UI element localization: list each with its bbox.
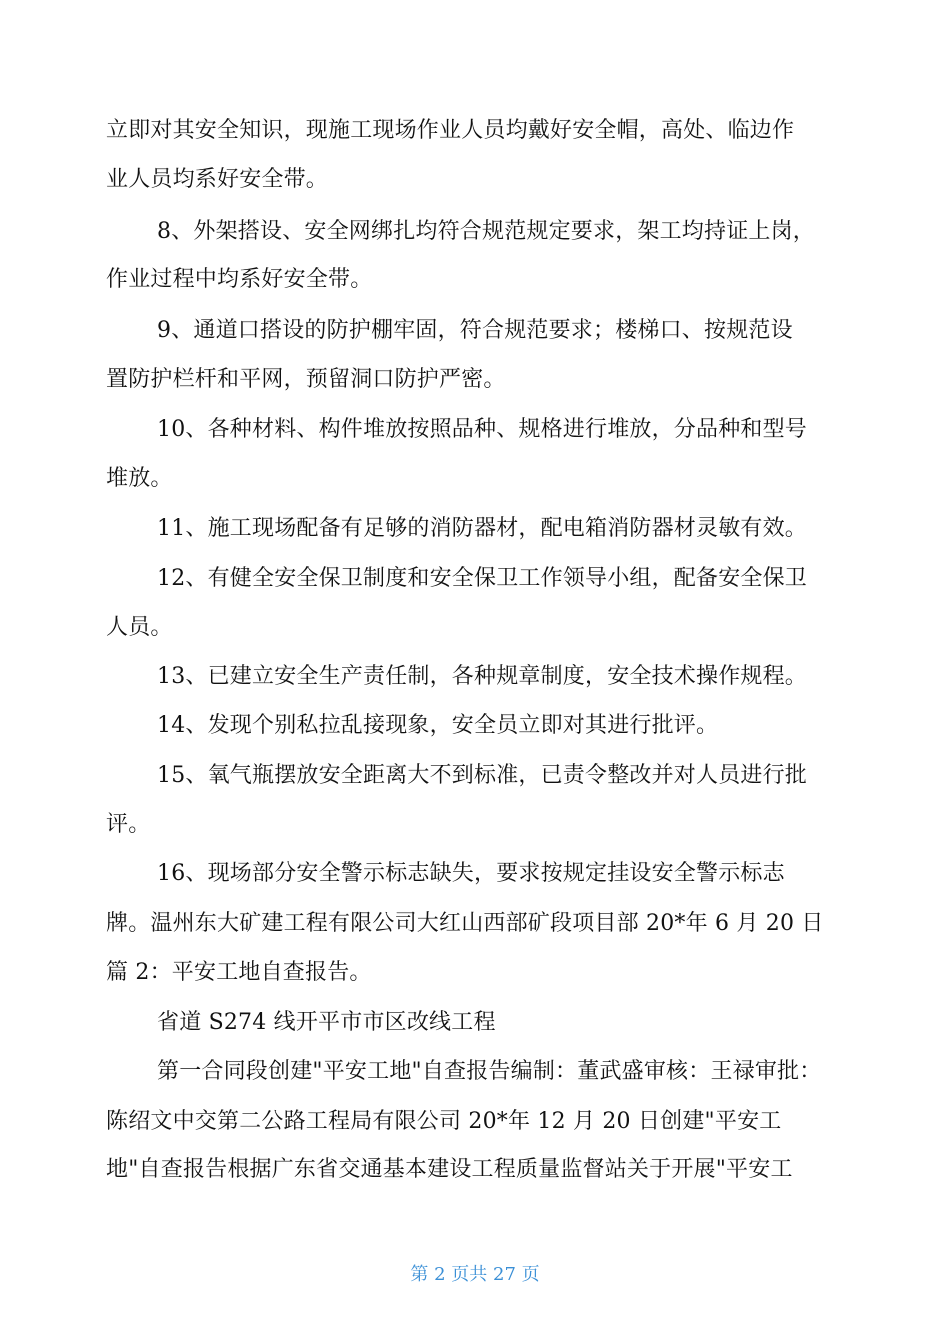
text-line-16: 16、现场部分安全警示标志缺失，要求按规定挂设安全警示标志 (157, 861, 785, 886)
text-line-19: 省道 S274 线开平市市区改线工程 (157, 1010, 496, 1035)
text-line-4: 作业过程中均系好安全带。 (106, 267, 373, 292)
text-line-14: 15、氧气瓶摆放安全距离大不到标准，已责令整改并对人员进行批 (157, 763, 807, 788)
text-line-20: 第一合同段创建"平安工地"自查报告编制：董武盛审核：王禄审批： (157, 1059, 822, 1084)
text-line-21: 陈绍文中交第二公路工程局有限公司 20*年 12 月 20 日创建"平安工 (106, 1109, 782, 1134)
text-line-8: 堆放。 (106, 466, 173, 491)
text-line-18: 篇 2：平安工地自查报告。 (106, 960, 372, 985)
text-line-3: 8、外架搭设、安全网绑扎均符合规范规定要求，架工均持证上岗， (157, 219, 815, 244)
text-line-22: 地"自查报告根据广东省交通基本建设工程质量监督站关于开展"平安工 (106, 1157, 793, 1182)
text-line-17: 牌。温州东大矿建工程有限公司大红山西部矿段项目部 20*年 6 月 20 日 (106, 911, 824, 936)
text-line-2: 业人员均系好安全带。 (106, 167, 329, 192)
text-line-15: 评。 (106, 812, 151, 837)
text-line-12: 13、已建立安全生产责任制，各种规章制度，安全技术操作规程。 (157, 664, 807, 689)
page-number-footer: 第 2 页共 27 页 (410, 1264, 540, 1285)
text-line-11: 人员。 (106, 615, 173, 640)
text-line-1: 立即对其安全知识，现施工现场作业人员均戴好安全帽，高处、临边作 (106, 118, 795, 143)
text-line-13: 14、发现个别私拉乱接现象，安全员立即对其进行批评。 (157, 713, 719, 738)
text-line-6: 置防护栏杆和平网，预留洞口防护严密。 (106, 367, 506, 392)
text-line-7: 10、各种材料、构件堆放按照品种、规格进行堆放，分品种和型号 (157, 417, 807, 442)
text-line-10: 12、有健全安全保卫制度和安全保卫工作领导小组，配备安全保卫 (157, 566, 807, 591)
text-line-5: 9、通道口搭设的防护棚牢固，符合规范要求；楼梯口、按规范设 (157, 318, 793, 343)
text-line-9: 11、施工现场配备有足够的消防器材，配电箱消防器材灵敏有效。 (157, 516, 807, 541)
